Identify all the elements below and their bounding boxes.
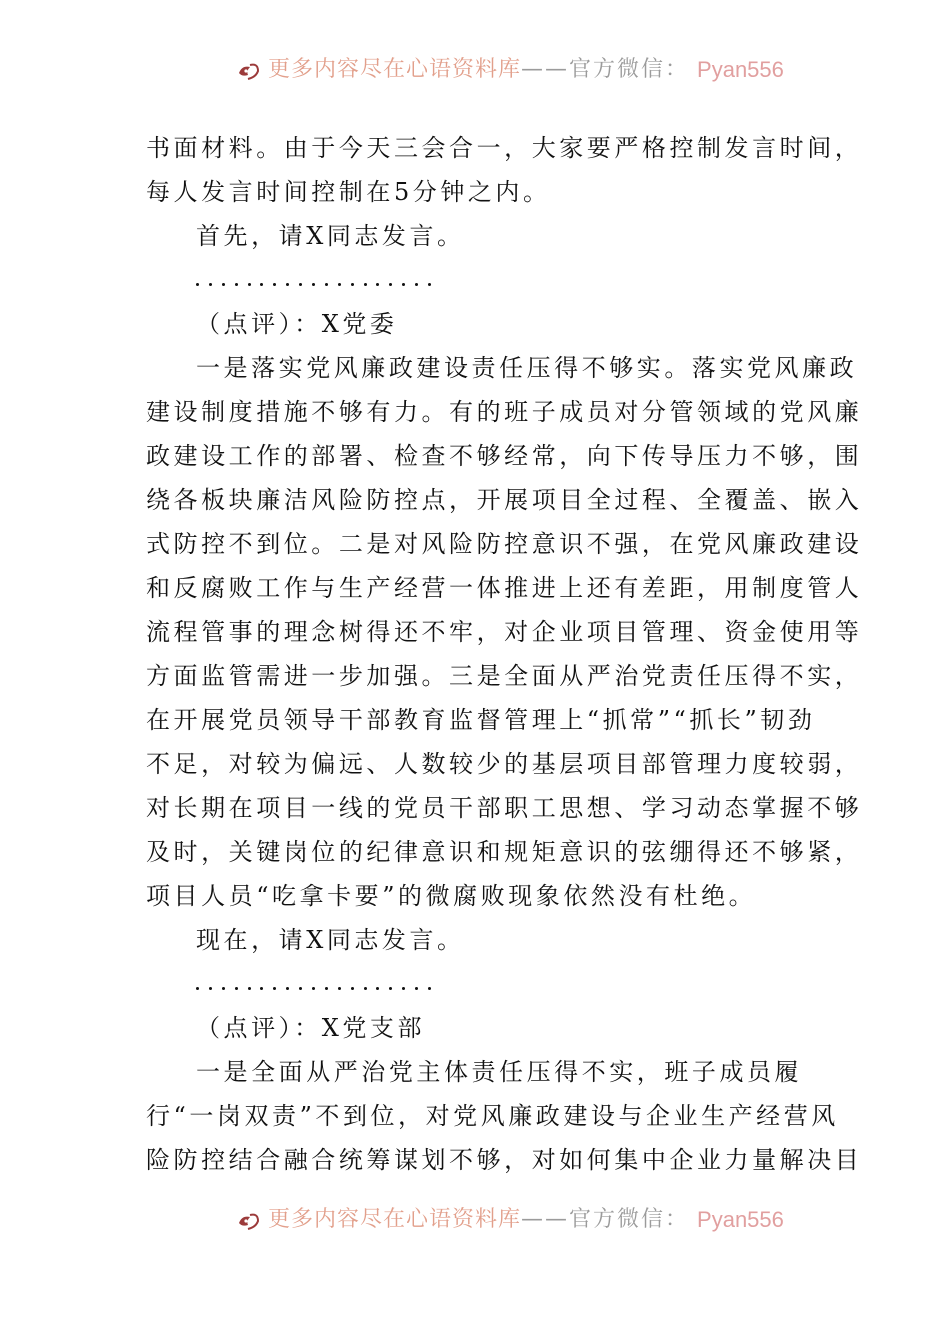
speaker-invite-1: 首先，请X同志发言。	[196, 222, 465, 250]
text-line: 在开展党员领导干部教育监督管理上“抓常”“抓长”韧劲	[146, 706, 816, 734]
text-line: 书面材料。由于今天三会合一，大家要严格控制发言时间，	[146, 134, 863, 162]
footer-watermark	[0, 1202, 950, 1242]
paragraph-intro	[146, 126, 863, 214]
comment-heading-2: （点评）：X党支部	[196, 1014, 426, 1042]
document-body	[146, 126, 863, 1182]
text-line: 绕各板块廉洁风险防控点，开展项目全过程、全覆盖、嵌入	[146, 486, 863, 514]
text-line: 对长期在项目一线的党员干部职工思想、学习动态掌握不够	[146, 794, 863, 822]
watermark-separator: ——官方微信：	[521, 1207, 690, 1232]
text-line: 建设制度措施不够有力。有的班子成员对分管领域的党风廉	[146, 398, 863, 426]
watermark-text: 更多内容尽在心语资料库	[268, 1207, 522, 1232]
text-line: 项目人员“吃拿卡要”的微腐败现象依然没有杜绝。	[146, 882, 757, 910]
text-line: 政建设工作的部署、检查不够经常，向下传导压力不够，围	[146, 442, 863, 470]
text-line: 行“一岗双责”不到位，对党风廉政建设与企业生产经营风	[146, 1102, 839, 1130]
paragraph-comment-2	[146, 1050, 863, 1182]
text-line: 式防控不到位。二是对风险防控意识不强，在党风廉政建设	[146, 530, 863, 558]
brand-logo-icon	[236, 1209, 262, 1231]
paragraph-comment-1	[146, 346, 863, 918]
text-line: 险防控结合融合统筹谋划不够，对如何集中企业力量解决目	[146, 1146, 863, 1174]
header-watermark	[0, 52, 950, 92]
watermark-wechat-id: Pyan556	[697, 57, 784, 82]
ellipsis-divider	[146, 962, 810, 1006]
text-line: 一是全面从严治党主体责任压得不实，班子成员履	[196, 1058, 803, 1086]
text-line: 及时，关键岗位的纪律意识和规矩意识的弦绷得还不够紧，	[146, 838, 863, 866]
watermark-text: 更多内容尽在心语资料库	[268, 57, 522, 82]
comment-heading-1: （点评）：X党委	[196, 310, 398, 338]
watermark-wechat-id: Pyan556	[697, 1207, 784, 1232]
text-line: 一是落实党风廉政建设责任压得不够实。落实党风廉政	[196, 354, 858, 382]
text-line: 每人发言时间控制在5分钟之内。	[146, 178, 551, 206]
ellipsis-divider	[146, 258, 810, 302]
text-line: 流程管事的理念树得还不牢，对企业项目管理、资金使用等	[146, 618, 863, 646]
text-line: 不足，对较为偏远、人数较少的基层项目部管理力度较弱，	[146, 750, 863, 778]
watermark-separator: ——官方微信：	[521, 57, 690, 82]
text-line: 方面监管需进一步加强。三是全面从严治党责任压得不实，	[146, 662, 863, 690]
brand-logo-icon	[236, 59, 262, 81]
speaker-invite-2: 现在，请X同志发言。	[196, 926, 465, 954]
text-line: 和反腐败工作与生产经营一体推进上还有差距，用制度管人	[146, 574, 863, 602]
